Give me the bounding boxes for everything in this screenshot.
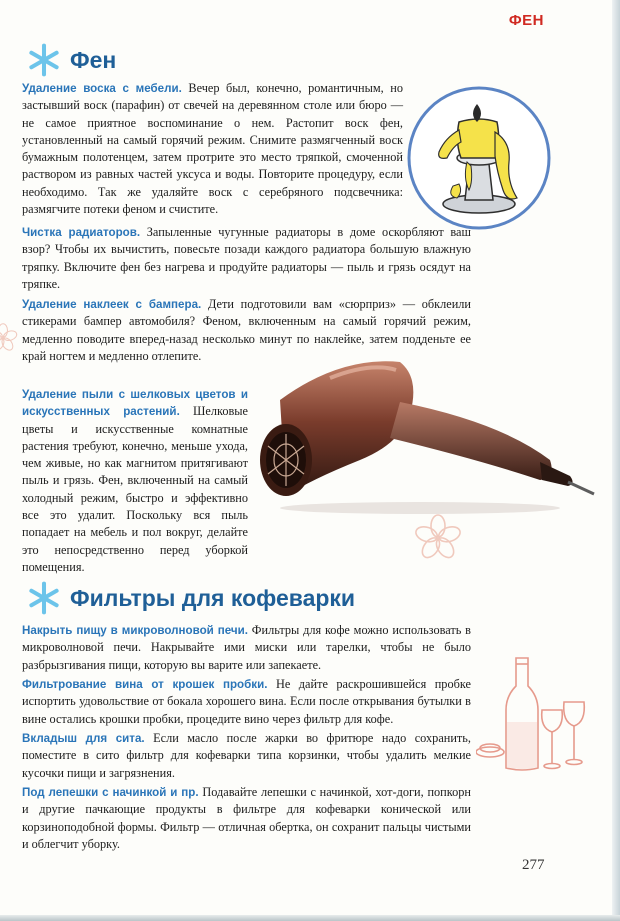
section2-para-sieve (22, 730, 471, 782)
para-body: Шелковые цветы и искусственные комнатные растения требуют, конечно, меньше ухода, чем живые, но как магнитом притягивают пыль и грязь. Фен, включенный на самый холодный режим, быстро и эффективно все это удалит. Поскольку вся пыль попадает на мебель и пол вокруг, делайте это непосредственно перед уборкой помещения. (22, 404, 248, 574)
para-lead: Вкладыш для сита. (22, 732, 145, 745)
candle-icon (407, 86, 551, 230)
page-edge (612, 0, 620, 921)
para-lead: Фильтрование вина от крошек пробки. (22, 678, 268, 691)
para-lead: Удаление пыли с шелковых цветов и искусственных растений. (22, 388, 248, 419)
section1-para-wax (22, 80, 403, 218)
para-lead: Удаление наклеек с бампера. (22, 298, 202, 311)
para-body: Подавайте лепешки с начинкой, хот-доги, попкорн и другие пачкающие продукты в фильтре для кофеварки конической или корзиноподобной формы. Фильтр — отличная обертка, он сохранит пальцы чистыми и облегчит уборку. (22, 785, 471, 851)
section2-para-wraps (22, 784, 471, 853)
running-head: ФЕН (508, 12, 544, 29)
para-lead: Под лепешки с начинкой и пр. (22, 786, 199, 799)
snowflake-icon (26, 580, 62, 616)
section-title: Фен (70, 46, 117, 73)
section1-para-silk (22, 386, 248, 576)
section2-para-microwave (22, 622, 471, 674)
page-number: 277 (522, 857, 545, 873)
flower-icon (412, 512, 464, 564)
section2-para-wine (22, 676, 471, 728)
para-lead: Накрыть пищу в микроволновой печи. (22, 624, 248, 637)
snowflake-icon (26, 42, 62, 78)
para-body: Фильтры для кофе можно использовать в микроволновой печи. Накрывайте ими миски или тарелки, чтобы не было разбрызгивания пищи, которую вы варите или запекаете. (22, 623, 471, 672)
para-body: Вечер был, конечно, романтичным, но застывший воск (парафин) от свечей на деревянном столе или бюро — не самое приятное воспоминание о нем. Растопит воск фен, установленный на самый горячий режим. Снимите размягченный воск бумажным полотенцем, затем протрите это место тряпкой, смоченной раствором из равных частей уксуса и воды. Повторите процедуру, если необходимо. Так же удаляйте воск с серебряного подсвечника: размягчите потеки феном и счистите. (22, 81, 403, 217)
section-heading-fen (26, 42, 116, 78)
wine-bottle-icon (476, 652, 590, 778)
section-heading-filters (26, 580, 355, 616)
section-title: Фильтры для кофеварки (70, 584, 356, 611)
section1-para-radiators (22, 224, 471, 293)
para-lead: Удаление воска с мебели. (22, 82, 182, 95)
para-lead: Чистка радиаторов. (22, 226, 141, 239)
para-body: Запыленные чугунные радиаторы в доме оскорбляют ваш взор? Чтобы их вычистить, повесьте позади каждого радиатора большую влажную тряпку. Включите фен без нагрева и продуйте радиаторы — пыль и грязь осядут на тряпке. (22, 225, 471, 291)
para-body: Не дайте раскрошившейся пробке испортить удовольствие от бокала хорошего вина. Если после открывания бутылки в вине остались крошки пробки, процедите вино через фильтр для кофе. (22, 677, 471, 726)
flower-icon (0, 316, 18, 360)
hair-dryer-icon (250, 348, 600, 518)
page-edge-bottom (0, 915, 620, 921)
para-body: Дети подготовили вам «сюрприз» — обклеили стикерами бампер автомобиля? Феном, включенным на самый горячий режим, медленно поводите вперед-назад несколько минут по наклейке, затем подденьте ее край ногтем и медленно отлепите. (22, 297, 471, 363)
para-body: Если масло после жарки во фритюре надо сохранить, поместите в сито фильтр для кофеварки типа корзинки, чтобы удалить мелкие кусочки пищи и загрязнения. (22, 731, 471, 780)
